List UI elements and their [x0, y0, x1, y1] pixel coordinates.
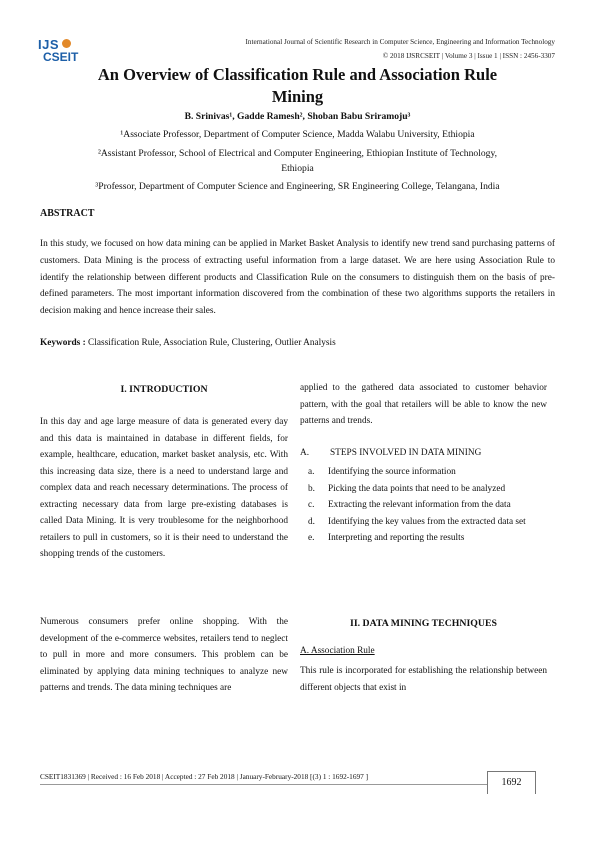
page-number: 1692: [487, 771, 536, 794]
list-item: [308, 481, 547, 498]
list-marker: a.: [308, 467, 315, 477]
title-line-1: An Overview of Classification Rule and Association Rule: [97, 65, 498, 84]
list-item-text: Identifying the key values from the extracted data set: [328, 516, 526, 527]
list-marker: e.: [308, 533, 315, 543]
steps-list: [308, 464, 547, 547]
list-marker: b.: [308, 483, 315, 494]
intro-paragraph-1: In this day and age large measure of data is generated every day and this data is maintained in database in different fields, for example, healthcare, education, market basket analysis, etc. With this increasing data size, there is a need to understand large and complex data and reach necessary determinations. The process of extracting necessary data from large pre-existing databases is called Data Mining. It is very troublesome for the neighborhood retailers to pull in customers, so it is their need to understand the shopping trends of the customers.: [40, 417, 288, 559]
list-item-text: Extracting the relevant information from the data: [328, 500, 511, 510]
intro-paragraph-2: Numerous consumers prefer online shopping. With the development of the e-commerce websites, retailers tend to neglect to pull in more and more consumers. This problem can be eliminated by applying data mining techniques to analyze new patterns and trends. The data mining techniques are: [40, 617, 288, 693]
list-item: [308, 497, 547, 514]
list-item-text: Interpreting and reporting the results: [328, 533, 465, 543]
subsection-title: STEPS INVOLVED IN DATA MINING: [330, 448, 482, 458]
footer-divider: [40, 784, 487, 785]
list-marker: d.: [308, 516, 315, 527]
subsection-letter: A.: [300, 448, 310, 458]
affiliation-2-line-2: Ethiopia: [281, 163, 314, 174]
list-item: [308, 530, 547, 547]
intro-paragraph-continued: applied to the gathered data associated to customer behavior pattern, with the goal that retailers will be able to know the new patterns and trends.: [300, 383, 547, 426]
journal-issue-info: © 2018 IJSRCSEIT | Volume 3 | Issue 1 | ISSN : 2456-3307: [382, 52, 555, 60]
affiliation-2: [40, 146, 555, 176]
section-introduction-heading: I. INTRODUCTION: [120, 384, 208, 395]
subsection-steps-heading: [300, 448, 481, 458]
list-item-text: Identifying the source information: [328, 467, 456, 477]
footer-citation: CSEIT1831369 | Received : 16 Feb 2018 | Accepted : 27 Feb 2018 | January-February-2018 [(3) 1 : 1692-1697 ]: [40, 772, 369, 781]
abstract-text: In this study, we focused on how data mining can be applied in Market Basket Analysis to identify new trend sand purchasing patterns of customers. Data Mining is the process of extracting useful information from a large dataset. We are here using Association Rule to identify the relationship between different products and Classification Rule on the consumers to distinguish them on the basis of pre-defined parameters. The most important information discovered from the combination of these two algorithms supports the retailers in decision making and hence increase their sales.: [40, 239, 555, 317]
section-techniques-heading: II. DATA MINING TECHNIQUES: [350, 618, 497, 629]
association-rule-text: This rule is incorporated for establishing the relationship between different objects that exist in: [300, 666, 547, 693]
list-item: [308, 514, 547, 531]
association-rule-heading: A. Association Rule: [300, 646, 375, 656]
affiliation-1: ¹Associate Professor, Department of Computer Science, Madda Walabu University, Ethiopia: [120, 129, 475, 140]
gear-icon: [62, 39, 71, 48]
abstract-heading: ABSTRACT: [40, 208, 95, 219]
journal-name: International Journal of Scientific Research in Computer Science, Engineering and Information Technology: [245, 38, 555, 46]
list-item: [308, 464, 547, 481]
list-item-text: Picking the data points that need to be analyzed: [328, 483, 506, 494]
paper-title: [40, 64, 555, 108]
affiliation-2-line-1: ²Assistant Professor, School of Electrical and Computer Engineering, Ethiopian Institute of Technology,: [97, 148, 498, 159]
logo-text-top: IJS: [38, 37, 60, 52]
affiliation-3: ³Professor, Department of Computer Science and Engineering, SR Engineering College, Telangana, India: [95, 181, 500, 192]
list-marker: c.: [308, 500, 315, 510]
keywords-label: Keywords :: [40, 338, 86, 348]
logo-text-bottom: CSEIT: [43, 50, 79, 64]
authors: B. Srinivas¹, Gadde Ramesh², Shoban Babu Sriramoju³: [184, 111, 411, 122]
keywords-list: Classification Rule, Association Rule, Clustering, Outlier Analysis: [85, 338, 336, 348]
keywords: [40, 338, 336, 348]
title-line-2: Mining: [271, 87, 324, 106]
journal-logo: [38, 37, 86, 65]
